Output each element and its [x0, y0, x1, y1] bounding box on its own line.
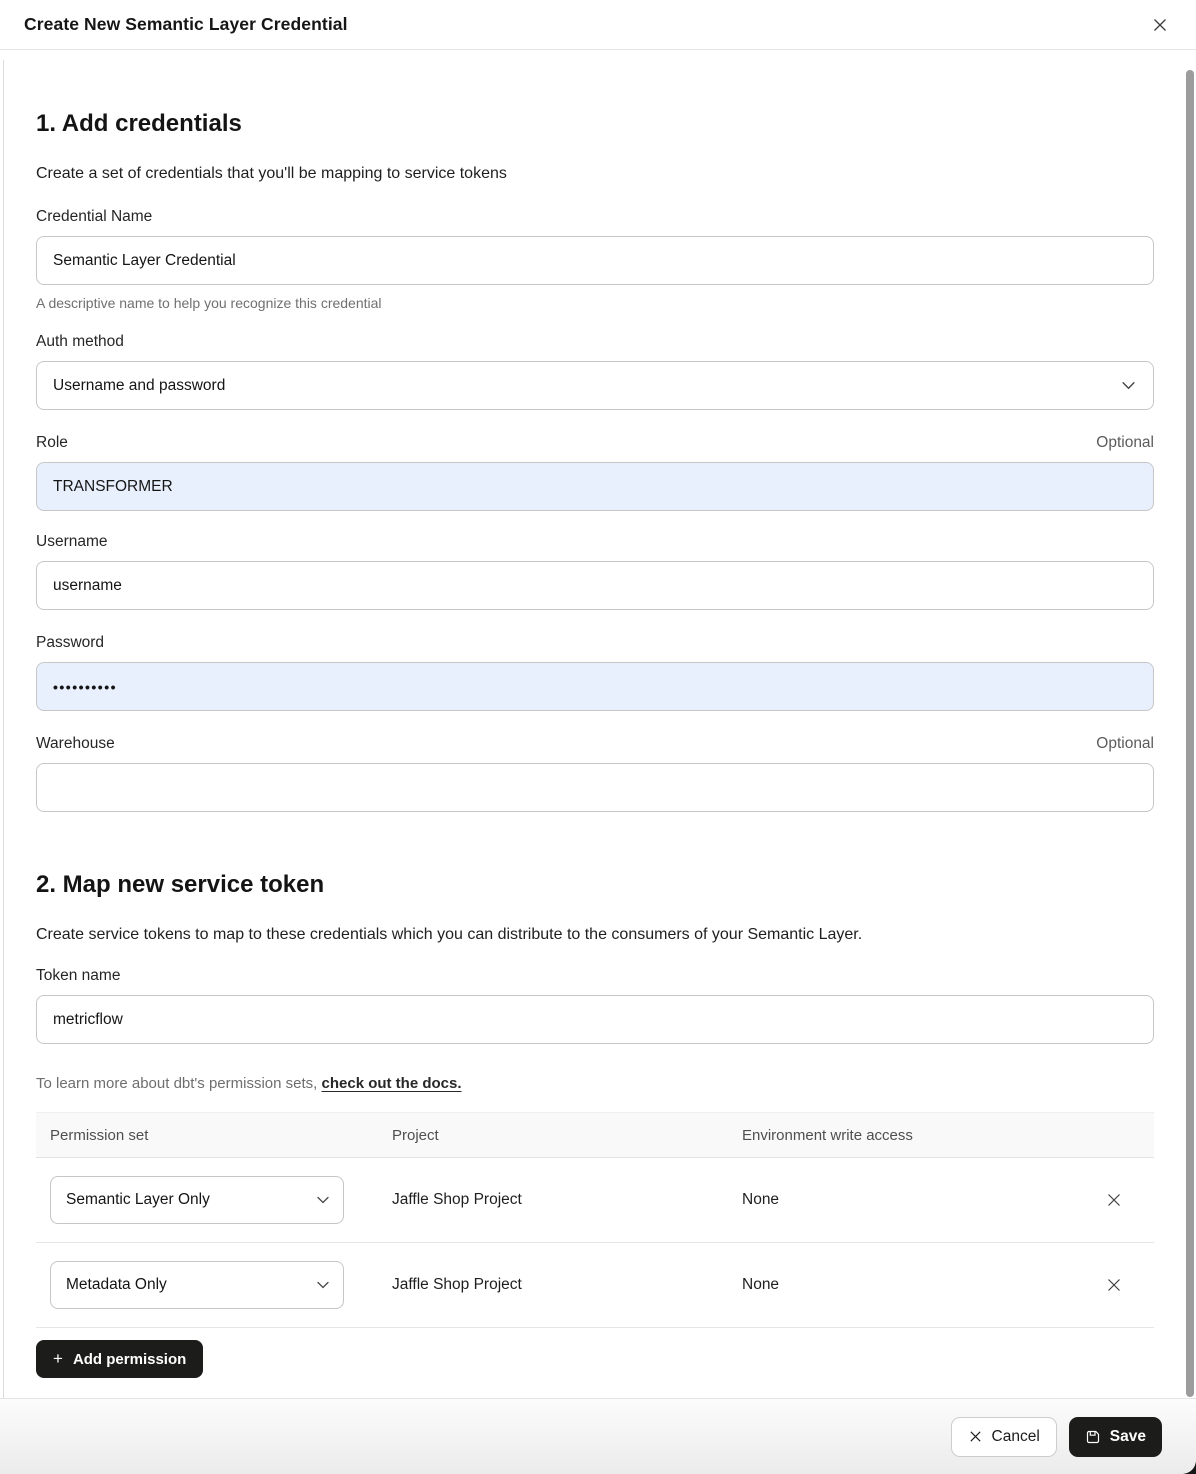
column-permission-set: Permission set — [50, 1126, 149, 1144]
save-button[interactable] — [1069, 1417, 1162, 1457]
permission-set-select-row1[interactable] — [50, 1176, 344, 1224]
token-name-label: Token name — [36, 967, 121, 984]
modal-title: Create New Semantic Layer Credential — [24, 14, 348, 34]
role-optional-tag: Optional — [1096, 434, 1154, 451]
permissions-table-header — [36, 1112, 1154, 1158]
section2-description: Create service tokens to map to these credentials which you can distribute to the consumers of your Semantic Layer. — [36, 926, 863, 943]
role-label: Role — [36, 434, 68, 451]
chevron-down-icon — [317, 1281, 329, 1289]
section2-heading: 2. Map new service token — [36, 871, 325, 898]
warehouse-input[interactable] — [36, 763, 1154, 812]
credential-name-helper: A descriptive name to help you recognize this credential — [36, 295, 382, 311]
password-label: Password — [36, 634, 105, 651]
permission-set-value-row1: Semantic Layer Only — [66, 1191, 210, 1208]
auth-method-label: Auth method — [36, 333, 124, 350]
docs-note-prefix: To learn more about dbt's permission sets, — [36, 1075, 322, 1092]
add-permission-button[interactable] — [36, 1340, 203, 1378]
token-name-input[interactable] — [36, 995, 1154, 1044]
auth-method-select[interactable] — [36, 361, 1154, 410]
warehouse-field-group — [36, 733, 1154, 812]
table-row — [36, 1243, 1154, 1328]
chevron-down-icon — [317, 1196, 329, 1204]
username-field-group — [36, 531, 1154, 610]
docs-link[interactable]: check out the docs. — [321, 1075, 462, 1092]
remove-row-button-row2[interactable] — [1094, 1265, 1134, 1305]
credential-name-input[interactable] — [36, 236, 1154, 285]
project-cell-row1: Jaffle Shop Project — [392, 1191, 522, 1208]
password-field-group — [36, 632, 1154, 711]
auth-method-field-group — [36, 331, 1154, 410]
env-write-access-cell-row2: None — [742, 1276, 780, 1293]
add-permission-label: Add permission — [72, 1350, 187, 1368]
permissions-table — [36, 1112, 1154, 1328]
auth-method-value: Username and password — [53, 376, 226, 394]
modal-header — [0, 0, 1196, 50]
section1-heading: 1. Add credentials — [36, 110, 242, 137]
modal-footer — [0, 1398, 1196, 1474]
permission-set-value-row2: Metadata Only — [66, 1276, 167, 1293]
chevron-down-icon — [1122, 381, 1135, 390]
save-floppy-icon — [1085, 1429, 1101, 1445]
credential-name-label: Credential Name — [36, 208, 153, 225]
username-input[interactable] — [36, 561, 1154, 610]
warehouse-optional-tag: Optional — [1096, 735, 1154, 752]
warehouse-label: Warehouse — [36, 735, 115, 752]
permission-docs-note — [36, 1074, 1154, 1094]
role-input[interactable] — [36, 462, 1154, 511]
cancel-x-icon — [968, 1429, 983, 1444]
close-button[interactable] — [1146, 11, 1174, 39]
plus-icon: + — [53, 1349, 63, 1368]
password-input[interactable] — [36, 662, 1154, 711]
modal-body — [0, 51, 1196, 1398]
token-name-field-group — [36, 965, 1154, 1044]
cancel-button[interactable] — [951, 1417, 1057, 1457]
close-icon — [1150, 15, 1170, 35]
project-cell-row2: Jaffle Shop Project — [392, 1276, 522, 1293]
section1-description: Create a set of credentials that you'll be mapping to service tokens — [36, 165, 507, 182]
column-project: Project — [392, 1126, 439, 1144]
permission-set-select-row2[interactable] — [50, 1261, 344, 1309]
vertical-scrollbar[interactable] — [1186, 70, 1194, 1397]
remove-row-button-row1[interactable] — [1094, 1180, 1134, 1220]
table-row — [36, 1158, 1154, 1243]
remove-icon — [1105, 1191, 1123, 1209]
credential-name-field-group — [36, 206, 1154, 313]
page-edge-divider — [3, 60, 4, 1398]
role-field-group — [36, 432, 1154, 511]
save-label: Save — [1109, 1427, 1146, 1445]
remove-icon — [1105, 1276, 1123, 1294]
column-env-write-access: Environment write access — [742, 1126, 913, 1144]
cancel-label: Cancel — [991, 1427, 1040, 1445]
username-label: Username — [36, 533, 108, 550]
env-write-access-cell-row1: None — [742, 1191, 780, 1208]
